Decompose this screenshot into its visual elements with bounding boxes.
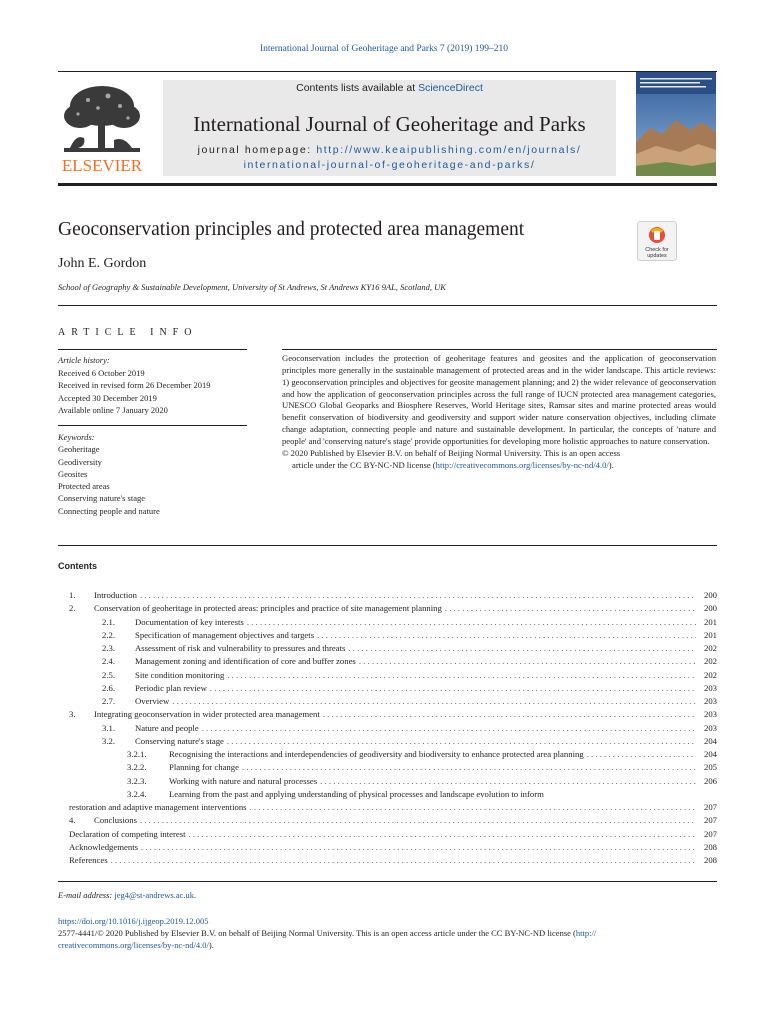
toc-leader-dots xyxy=(445,603,696,613)
toc-entry-title: Overview xyxy=(135,696,170,706)
keyword: Protected areas xyxy=(58,481,110,492)
table-of-contents xyxy=(58,590,717,868)
author-name: John E. Gordon xyxy=(58,256,147,271)
issn-line xyxy=(58,927,717,939)
top-rule xyxy=(58,71,717,72)
email-link[interactable]: jeg4@st-andrews.ac.uk xyxy=(114,890,194,900)
toc-entry-title: Conservation of geoheritage in protected areas: principles and practice of site management planning xyxy=(94,603,442,614)
toc-entry-title: Introduction xyxy=(94,590,137,600)
abstract-text: Geoconservation includes the protection of geoheritage features and geosites and the application of geoconservation principles more generally in the sustainable management of protected areas and in the wider landscape. This article reviews: 1) geoconservation principles and objectives for geosite management planning; and 2) the wider relevance of geoconservation and how the application of geoconservation principles across the full range of IUCN protected area management categories, UNESCO Global Geoparks and Biosphere Reserves, World Heritage sites, Ramsar sites and marine protected areas would benefit conservation of biodiversity and geodiversity and support wider nature conservation objectives, including climate change adaptation, connecting people and nature and sustainable development. In particular, the concepts of 'nature and people' and 'conserving nature's stage' provide opportunities for developing more holistic approaches to nature conservation. xyxy=(282,353,716,446)
toc-entry-page: 200 xyxy=(703,590,717,600)
toc-entry-number: 2.1. xyxy=(102,616,116,627)
toc-entry-number: 1. xyxy=(69,590,76,600)
toc-entry-page: 201 xyxy=(703,629,717,640)
toc-entry[interactable] xyxy=(58,736,717,749)
toc-entry-number: 3.2.1. xyxy=(127,749,147,759)
running-head xyxy=(0,44,768,54)
toc-entry-title: Acknowledgements xyxy=(69,841,138,852)
toc-entry-number: 3.2.2. xyxy=(127,762,147,773)
copyright-line: © 2020 Published by Elsevier B.V. on behalf of Beijing Normal University. This is an open access xyxy=(282,447,621,458)
toc-entry-page: 204 xyxy=(703,749,717,759)
toc-entry[interactable] xyxy=(58,656,717,669)
toc-entry-page: 202 xyxy=(703,643,717,653)
toc-top-rule xyxy=(58,545,717,546)
footer-license-link-2[interactable]: creativecommons.org/licenses/by-nc-nd/4.0/ xyxy=(58,940,209,950)
toc-entry[interactable] xyxy=(58,723,717,736)
history-revised: Received in revised form 26 December 2019 xyxy=(58,380,211,390)
footer-license-suffix: ). xyxy=(208,940,214,950)
check-updates-icon xyxy=(637,221,677,261)
homepage-link-2[interactable]: international-journal-of-geoheritage-and-parks/ xyxy=(243,159,536,171)
toc-entry[interactable] xyxy=(58,670,717,683)
toc-leader-dots xyxy=(140,590,696,600)
toc-leader-dots xyxy=(111,855,696,865)
license-prefix: article under the CC BY-NC-ND license ( xyxy=(292,459,436,470)
toc-leader-dots xyxy=(172,696,696,706)
doi-link[interactable]: https://doi.org/10.1016/j.ijgeop.2019.12.005 xyxy=(58,916,209,926)
toc-entry[interactable] xyxy=(58,603,717,616)
toc-leader-dots xyxy=(320,776,696,786)
toc-leader-dots xyxy=(227,736,696,746)
toc-entry-number: 2.2. xyxy=(102,629,116,640)
toc-entry-page: 207 xyxy=(703,828,717,839)
toc-leader-dots xyxy=(247,617,696,627)
toc-entry-title: Conserving nature's stage xyxy=(135,735,224,746)
toc-leader-dots xyxy=(210,683,696,693)
abstract xyxy=(282,353,716,471)
toc-entry[interactable] xyxy=(58,855,717,868)
toc-heading: Contents xyxy=(58,561,97,571)
license-suffix: ). xyxy=(608,459,614,470)
footer-license-link-1[interactable]: http:// xyxy=(575,928,597,938)
toc-entry-page: 205 xyxy=(703,762,717,773)
toc-entry[interactable] xyxy=(58,709,717,722)
toc-entry-page: 208 xyxy=(703,855,717,865)
footer-block xyxy=(58,915,717,951)
keywords-label: Keywords: xyxy=(58,432,95,442)
toc-entry-title: restoration and adaptive management interventions xyxy=(69,802,247,812)
homepage-link-1[interactable]: http://www.keaipublishing.com/en/journals/ xyxy=(316,144,582,156)
toc-entry-page: 203 xyxy=(703,709,717,720)
toc-entry-number: 2.6. xyxy=(102,682,116,693)
article-info-heading: ARTICLE INFO xyxy=(58,327,198,338)
toc-entry-number: 3.2. xyxy=(102,735,116,746)
history-online: Available online 7 January 2020 xyxy=(58,405,168,415)
title-rule xyxy=(58,305,717,306)
toc-entry[interactable] xyxy=(58,590,717,603)
toc-entry-page: 203 xyxy=(703,682,717,693)
toc-leader-dots xyxy=(250,802,696,812)
toc-entry-page: 206 xyxy=(703,775,717,786)
history-label: Article history: xyxy=(58,355,110,365)
toc-entry-page: 204 xyxy=(703,735,717,746)
toc-entry[interactable] xyxy=(58,617,717,630)
history-received: Received 6 October 2019 xyxy=(58,367,145,378)
toc-leader-dots xyxy=(140,815,696,825)
toc-entry-title: References xyxy=(69,855,108,865)
toc-leader-dots xyxy=(242,762,696,772)
toc-entry-number: 3. xyxy=(69,709,76,720)
toc-entry-title: Site condition monitoring xyxy=(135,669,225,680)
toc-entry-page: 208 xyxy=(703,841,717,852)
toc-entry[interactable] xyxy=(58,789,717,802)
toc-entry-page: 202 xyxy=(703,669,717,680)
contents-available xyxy=(163,82,616,94)
journal-homepage xyxy=(163,143,616,173)
toc-entry[interactable] xyxy=(58,815,717,828)
contents-prefix: Contents lists available at xyxy=(296,82,419,94)
footnote-rule xyxy=(58,881,717,882)
elsevier-logo[interactable] xyxy=(58,80,146,176)
toc-leader-dots xyxy=(323,709,696,719)
keywords xyxy=(58,431,160,517)
toc-entry-title: Documentation of key interests xyxy=(135,616,244,627)
toc-entry-page: 201 xyxy=(703,616,717,627)
badge-line-2: updates xyxy=(647,253,667,259)
header-thick-rule xyxy=(58,183,717,186)
toc-entry-page: 207 xyxy=(703,802,717,812)
toc-entry[interactable] xyxy=(58,829,717,842)
toc-entry-title: Planning for change xyxy=(169,762,239,773)
toc-entry[interactable] xyxy=(58,696,717,709)
toc-entry[interactable] xyxy=(58,630,717,643)
article-title: Geoconservation principles and protected area management xyxy=(58,219,525,240)
license-link[interactable]: http://creativecommons.org/licenses/by-nc-nd/4.0/ xyxy=(435,459,609,470)
toc-entry-title: Nature and people xyxy=(135,722,199,733)
toc-leader-dots xyxy=(141,842,696,852)
toc-leader-dots xyxy=(359,656,696,666)
affiliation: School of Geography & Sustainable Development, University of St Andrews, St Andrews KY16 9AL, Scotland, UK xyxy=(58,282,446,292)
toc-leader-dots xyxy=(317,630,696,640)
history-accepted: Accepted 30 December 2019 xyxy=(58,392,157,403)
email-label: E-mail address: xyxy=(58,890,115,900)
toc-entry[interactable] xyxy=(58,776,717,789)
running-head-link[interactable]: International Journal of Geoheritage and Parks 7 (2019) 199–210 xyxy=(260,44,508,54)
journal-cover-image[interactable] xyxy=(636,72,716,176)
check-for-updates-badge[interactable] xyxy=(637,221,677,261)
article-history xyxy=(58,354,210,417)
toc-entry[interactable] xyxy=(58,802,717,815)
toc-entry-number: 2.5. xyxy=(102,669,116,680)
toc-entry-title: Working with nature and natural processes xyxy=(169,775,318,786)
toc-leader-dots xyxy=(227,670,696,680)
toc-entry[interactable] xyxy=(58,749,717,762)
keyword: Geodiversity xyxy=(58,456,102,467)
email-suffix: . xyxy=(193,890,197,900)
toc-entry-number: 2.3. xyxy=(102,643,116,653)
sciencedirect-link[interactable]: ScienceDirect xyxy=(418,82,483,94)
homepage-prefix: journal homepage: xyxy=(197,144,317,156)
toc-leader-dots xyxy=(202,723,696,733)
toc-entry-title: Declaration of competing interest xyxy=(69,828,186,839)
badge-line-1: Check for xyxy=(645,247,669,253)
copyright-line-2 xyxy=(282,460,716,472)
toc-entry-title: Conclusions xyxy=(94,815,137,826)
abstract-top-rule xyxy=(282,349,717,350)
toc-entry[interactable] xyxy=(58,842,717,855)
toc-entry[interactable] xyxy=(58,762,717,775)
keywords-rule xyxy=(58,425,247,426)
keyword: Connecting people and nature xyxy=(58,505,160,516)
toc-leader-dots xyxy=(189,829,696,839)
toc-entry-title: Learning from the past and applying understanding of physical processes and landscape evolution to inform xyxy=(169,788,544,799)
toc-entry-page: 203 xyxy=(703,696,717,706)
toc-entry-number: 2.7. xyxy=(102,696,116,706)
toc-entry-page: 202 xyxy=(703,656,717,667)
toc-entry-number: 3.2.4. xyxy=(127,788,147,799)
email-footnote xyxy=(58,890,196,900)
toc-entry-number: 2. xyxy=(69,603,76,614)
toc-entry-title: Periodic plan review xyxy=(135,682,207,693)
toc-entry-title: Recognising the interactions and interdependencies of geodiversity and biodiversity to enhance protected area planning xyxy=(169,749,584,759)
keyword: Geoheritage xyxy=(58,444,100,455)
toc-entry-page: 207 xyxy=(703,815,717,826)
toc-entry-title: Assessment of risk and vulnerability to pressures and threats xyxy=(135,643,346,653)
toc-entry-title: Specification of management objectives and targets xyxy=(135,629,315,640)
keyword: Conserving nature's stage xyxy=(58,493,145,504)
toc-entry-page: 203 xyxy=(703,722,717,733)
toc-entry-number: 3.2.3. xyxy=(127,775,147,786)
issn-text: 2577-4441/© 2020 Published by Elsevier B.V. on behalf of Beijing Normal University. This is an open access article under the CC BY-NC-ND license ( xyxy=(58,928,576,938)
toc-entry-title: Integrating geoconservation in wider protected area management xyxy=(94,709,320,720)
elsevier-wordmark: ELSEVIER xyxy=(61,156,143,175)
journal-title: International Journal of Geoheritage and Parks xyxy=(193,112,586,136)
toc-entry-page: 200 xyxy=(703,603,717,614)
toc-entry-title: Management zoning and identification of core and buffer zones xyxy=(135,656,356,667)
toc-entry-number: 2.4. xyxy=(102,656,116,667)
toc-entry[interactable] xyxy=(58,643,717,656)
keyword: Geosites xyxy=(58,468,88,479)
toc-leader-dots xyxy=(587,749,696,759)
article-info-rule xyxy=(58,349,247,350)
toc-leader-dots xyxy=(348,643,696,653)
toc-entry[interactable] xyxy=(58,683,717,696)
toc-entry-number: 4. xyxy=(69,815,76,826)
toc-entry-number: 3.1. xyxy=(102,722,116,733)
